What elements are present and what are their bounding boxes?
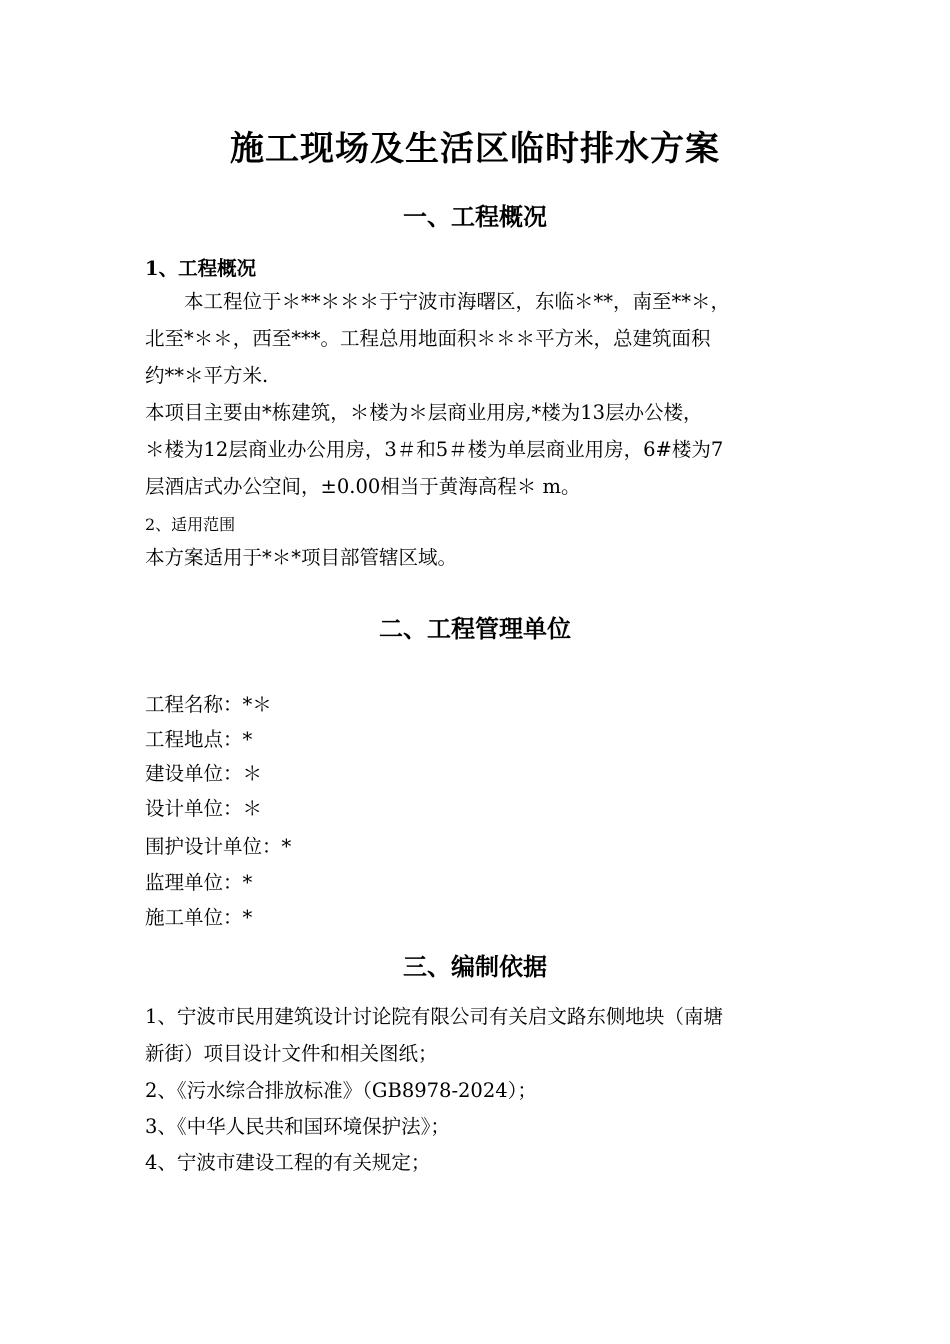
section1-para1-line: 北至*＊＊，西至***。工程总用地面积＊＊＊平方米，总建筑面积 (145, 327, 711, 350)
section2-item: 围护设计单位：* (145, 835, 292, 858)
section1-sub1-heading: 1、工程概况 (145, 257, 257, 280)
section3-item: 新街）项目设计文件和相关图纸； (145, 1042, 438, 1065)
section2-item: 工程地点：* (145, 728, 253, 751)
section2-item: 工程名称：*＊ (145, 693, 272, 716)
section3-item: 1、宁波市民用建筑设计讨论院有限公司有关启文路东侧地块（南塘 (145, 1005, 723, 1028)
section1-para1-line: 约**＊平方米. (145, 364, 269, 387)
section2-item: 设计单位：＊ (145, 797, 263, 820)
section1-sub2-heading: 2、适用范围 (145, 515, 236, 534)
section3-item: 3、《中华人民共和国环境保护法》； (145, 1115, 450, 1138)
section1-para2-line: 本项目主要由*栋建筑，＊楼为＊层商业用房,*楼为13层办公楼， (145, 401, 703, 424)
section1-para2-line: ＊楼为12层商业办公用房，3＃和5＃楼为单层商业用房，6#楼为7 (145, 438, 724, 461)
section2-item: 施工单位：* (145, 906, 253, 929)
section3-heading: 三、编制依据 (403, 952, 547, 981)
section1-heading: 一、工程概况 (403, 202, 547, 231)
section2-heading: 二、工程管理单位 (379, 614, 571, 643)
section1-para2-line: 层酒店式办公空间，±0.00相当于黄海高程＊ m。 (145, 475, 581, 498)
section1-para3: 本方案适用于*＊*项目部管辖区域。 (145, 546, 458, 569)
section3-item: 2、《污水综合排放标准》（GB8978-2024）； (145, 1079, 537, 1102)
section1-para1-line: 本工程位于＊**＊＊＊于宁波市海曙区，东临＊**，南至**＊， (145, 290, 731, 313)
document-title: 施工现场及生活区临时排水方案 (230, 129, 720, 169)
section2-item: 监理单位：* (145, 871, 253, 894)
section3-item: 4、宁波市建设工程的有关规定； (145, 1151, 431, 1174)
section2-item: 建设单位：＊ (145, 762, 263, 785)
